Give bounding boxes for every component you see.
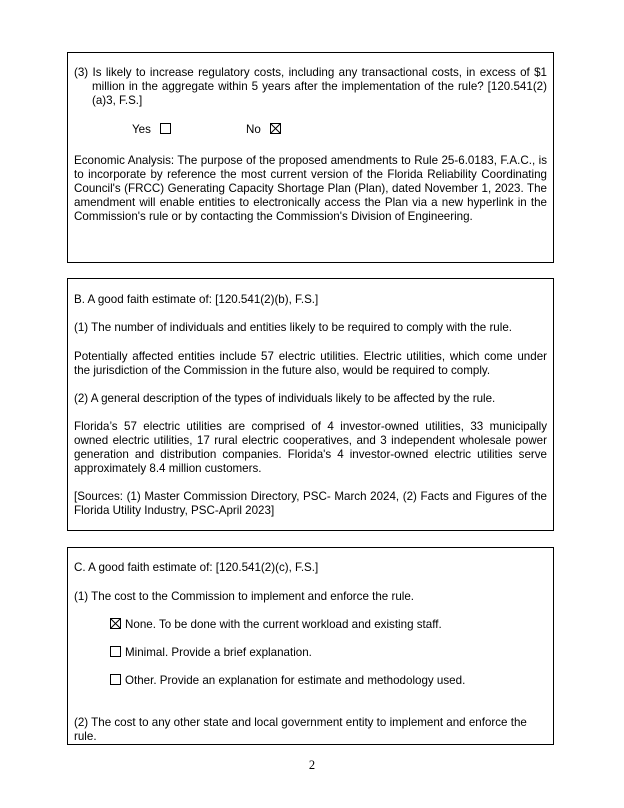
question-3-text: (3) Is likely to increase regulatory costs, including any transactional costs, in excess of $1 million in the aggregate within 5 years after the implementation of the rule? [120.541(2)(a)3, F.S.] [74,66,547,107]
page-number: 2 [308,758,316,772]
section-b-item-1: (1) The number of individuals and entities likely to be required to comply with the rule. [74,321,512,334]
section-b-box [67,278,554,531]
section-c-item-1: (1) The cost to the Commission to implement and enforce the rule. [74,590,415,603]
option-none-checkbox[interactable] [110,618,121,629]
yes-label: Yes [132,123,151,136]
section-b-heading: B. A good faith estimate of: [120.541(2)(b), F.S.] [74,293,319,306]
option-other-checkbox[interactable] [110,674,121,685]
no-option [246,123,281,136]
section-b-sources: [Sources: (1) Master Commission Directory, PSC- March 2024, (2) Facts and Figures of the Florida Utility Industry, PSC-April 2023] [74,490,547,517]
option-none-label: None. To be done with the current workload and existing staff. [125,618,442,631]
section-c-box [67,547,554,745]
section-b-item-2-answer: Florida’s 57 electric utilities are comprised of 4 investor-owned utilities, 33 municipally owned electric utilities, 17 rural electric cooperatives, and 3 independent wholesale power generation and distribution companies. Florida's 4 investor-owned electric utilities serve approximately 8.4 million customers. [74,420,547,475]
section-b-item-2: (2) A general description of the types of individuals likely to be affected by the rule. [74,392,496,405]
section-a-box [67,52,554,263]
checkmark-x-icon [271,124,280,133]
no-checkbox[interactable] [270,123,281,134]
option-none [110,618,442,632]
section-b-item-1-answer: Potentially affected entities include 57 electric utilities. Electric utilities, which come under the jurisdiction of the Commission in the future also, would be required to comply. [74,350,547,377]
economic-analysis-text: Economic Analysis: The purpose of the proposed amendments to Rule 25-6.0183, F.A.C., is to incorporate by reference the most current version of the Florida Reliability Coordinating Council's (FRCC) Generating Capacity Shortage Plan (Plan), dated November 1, 2023. The amendment will enable entities to electronically access the Plan via a new hyperlink in the Commission's rule or by contacting the Commission's Division of Engineering. [74,154,547,223]
yes-option [132,123,171,136]
option-other [110,674,465,688]
no-label: No [246,123,261,136]
option-other-label: Other. Provide an explanation for estimate and methodology used. [125,674,466,687]
section-c-item-2: (2) The cost to any other state and local government entity to implement and enforce the rule. [74,716,527,743]
option-minimal-label: Minimal. Provide a brief explanation. [125,646,312,659]
option-minimal [110,646,312,660]
yes-checkbox[interactable] [160,123,171,134]
section-c-heading: C. A good faith estimate of: [120.541(2)(c), F.S.] [74,561,319,574]
option-minimal-checkbox[interactable] [110,646,121,657]
checkmark-x-icon [111,619,120,628]
